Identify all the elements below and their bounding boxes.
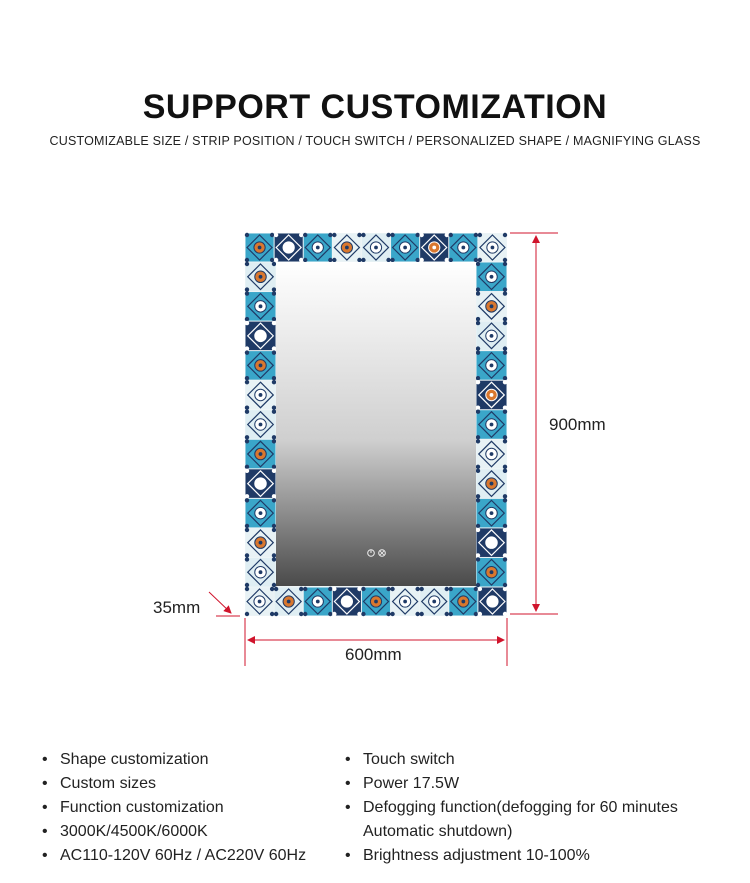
mirror-glass [276,262,476,586]
spec-item: • Function customization [42,799,224,816]
tile [419,233,449,262]
tile [245,587,275,616]
page-subtitle: CUSTOMIZABLE SIZE / STRIP POSITION / TOUCH SWITCH / PERSONALIZED SHAPE / MAGNIFYING GLASS [49,134,701,148]
tile [245,350,276,380]
border-label: 35mm [153,598,201,617]
spec-item: • Shape customization [42,751,209,768]
tile [245,469,276,499]
tile [476,262,507,292]
tile [332,587,362,616]
spec-item: • AC110-120V 60Hz / AC220V 60Hz [42,847,307,864]
tile [478,587,508,616]
tile [245,262,276,292]
spec-item: • Custom sizes [42,775,157,792]
tile [476,291,507,321]
tile [390,233,420,262]
tile [449,233,479,262]
spec-item: • Power 17.5W [345,775,460,792]
tile [332,233,362,262]
tile [245,498,276,528]
height-label: 900mm [549,415,606,434]
tile [303,587,333,616]
tile [476,380,507,410]
tile [245,439,276,469]
spec-item: • 3000K/4500K/6000K [42,823,208,840]
tile [245,528,276,558]
tile [303,233,333,262]
specs-left [42,748,306,868]
tile [361,587,391,616]
border-dimension [209,592,240,616]
tile [245,380,276,410]
tile [476,439,507,469]
specs-right [345,748,678,868]
page-title: SUPPORT CUSTOMIZATION [142,88,608,126]
tile [476,557,507,587]
tile [476,469,507,499]
tile [274,233,304,262]
spec-item-continuation: Automatic shutdown) [363,823,513,840]
tile [478,233,508,262]
tile [419,587,449,616]
tile [245,233,275,262]
width-label: 600mm [345,645,402,664]
tile [390,587,420,616]
spec-item: • Brightness adjustment 10-100% [345,847,590,864]
tile [245,557,276,587]
spec-item: • Defogging function(defogging for 60 minutes [345,799,678,816]
tile [361,233,391,262]
spec-item: • Touch switch [345,751,455,768]
tile [476,410,507,440]
tile [476,321,507,351]
tile [245,321,276,351]
tile [245,410,276,440]
tile [476,498,507,528]
tile [476,350,507,380]
tile [449,587,479,616]
tile [245,291,276,321]
tile [476,528,507,558]
tile [274,587,304,616]
